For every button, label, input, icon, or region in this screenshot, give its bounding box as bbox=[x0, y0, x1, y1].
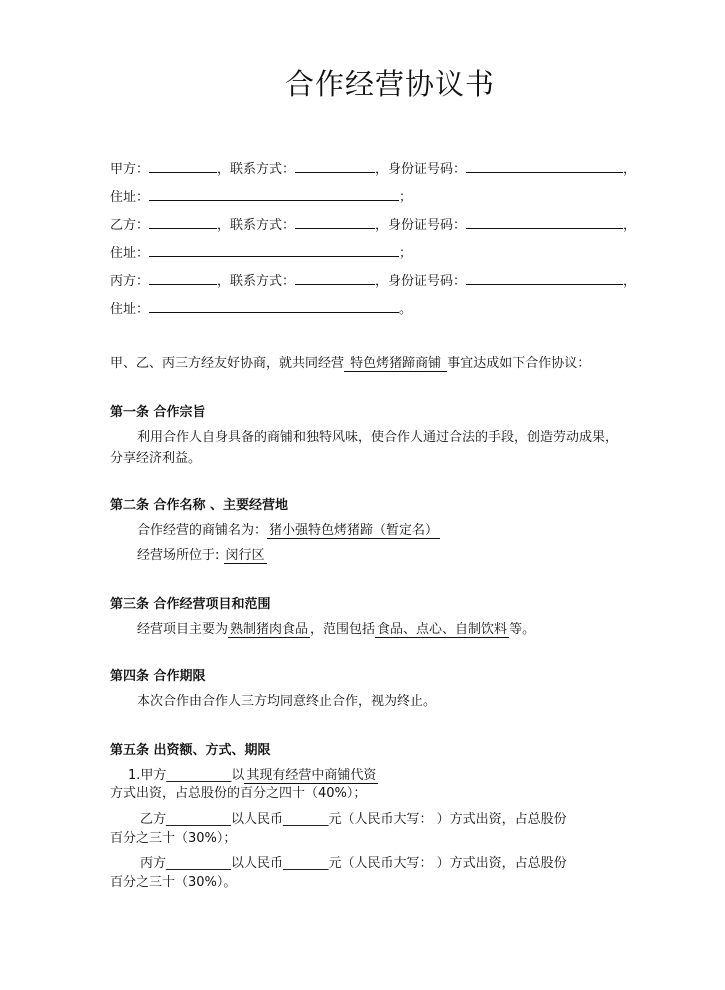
party-b-name-blank bbox=[149, 214, 217, 229]
party-c-label: 丙方： bbox=[110, 274, 150, 289]
party-a-label: 甲方： bbox=[110, 162, 150, 177]
scope-value: 食品、点心、自制饮料 bbox=[377, 622, 508, 637]
article-1-text-line2: 分享经济利益。 bbox=[110, 451, 202, 466]
business-name: 特色烤猪蹄商铺 bbox=[346, 356, 446, 371]
article-2-shop-name: 合作经营的商铺名为： 猪小强特色烤猪蹄（暂定名） bbox=[137, 523, 439, 538]
party-a-name-blank bbox=[149, 158, 217, 173]
article-3-text: 经营项目主要为 熟制猪肉食品 ，范围包括 食品、点心、自制饮料 等。 bbox=[137, 622, 536, 637]
party-a-id-blank bbox=[466, 158, 623, 173]
article-4-heading: 第四条 合作期限 bbox=[110, 669, 206, 684]
party-a-address-row: 住址： ； bbox=[110, 186, 412, 206]
article-4-text: 本次合作由合作人三方均同意终止合作，视为终止。 bbox=[137, 694, 437, 709]
party-b-row: 乙方： ，联系方式： ，身份证号码： ， bbox=[110, 214, 636, 234]
article-5-heading: 第五条 出资额、方式、期限 bbox=[110, 743, 271, 758]
article-5-item-3-line1: 丙方__________以人民币_______元（人民币大写： ）方式出资，占总股份 bbox=[140, 856, 567, 871]
party-c-address-blank bbox=[149, 298, 399, 313]
id-label: ，身份证号码： bbox=[375, 162, 467, 177]
party-a-contact-blank bbox=[295, 158, 375, 173]
article-1-heading: 第一条 合作宗旨 bbox=[110, 405, 206, 420]
location-value: 闵行区 bbox=[225, 548, 265, 563]
shop-name-value: 猪小强特色烤猪蹄（暂定名） bbox=[269, 523, 439, 538]
party-c-name-blank bbox=[149, 270, 217, 285]
party-a-address-blank bbox=[149, 186, 399, 201]
party-c-address-row: 住址： 。 bbox=[110, 298, 412, 318]
party-c-contact-blank bbox=[295, 270, 375, 285]
article-5-item-2-line1: 乙方__________以人民币_______元（人民币大写： ）方式出资，占总股份 bbox=[140, 812, 567, 827]
party-b-id-blank bbox=[466, 214, 623, 229]
intro-paragraph: 甲、乙、丙三方经友好协商，就共同经营 特色烤猪蹄商铺 事宜达成如下合作协议： bbox=[110, 356, 591, 371]
article-5-item-1-line2: 方式出资，占总股份的百分之四十（40%）； bbox=[110, 786, 367, 801]
article-1-text-line1: 利用合作人自身具备的商铺和独特风味，使合作人通过合法的手段，创造劳动成果， bbox=[137, 430, 619, 445]
contact-label: ，联系方式： bbox=[217, 162, 296, 177]
article-5-item-2-line2: 百分之三十（30%）； bbox=[110, 831, 237, 846]
party-c-id-blank bbox=[466, 270, 623, 285]
address-label: 住址： bbox=[110, 190, 150, 205]
party-c-row: 丙方： ，联系方式： ，身份证号码： ， bbox=[110, 270, 636, 290]
main-items-value: 熟制猪肉食品 bbox=[230, 622, 309, 637]
article-2-location: 经营场所位于: 闵行区 bbox=[137, 548, 265, 563]
document-title: 合作经营协议书 bbox=[284, 67, 495, 101]
party-b-contact-blank bbox=[295, 214, 375, 229]
party-b-address-row: 住址： ； bbox=[110, 242, 412, 262]
party-a-row: 甲方： ，联系方式： ，身份证号码： ， bbox=[110, 158, 636, 178]
party-b-label: 乙方： bbox=[110, 218, 150, 233]
article-3-heading: 第三条 合作经营项目和范围 bbox=[110, 597, 271, 612]
party-a-contribution-value: 其现有经营中商铺代资 bbox=[246, 768, 377, 783]
article-5-item-3-line2: 百分之三十（30%）。 bbox=[110, 875, 237, 890]
article-2-heading: 第二条 合作名称 、主要经营地 bbox=[110, 498, 289, 513]
article-5-item-1-line1: 1.甲方__________以 其现有经营中商铺代资 bbox=[128, 768, 377, 783]
party-b-address-blank bbox=[149, 242, 399, 257]
